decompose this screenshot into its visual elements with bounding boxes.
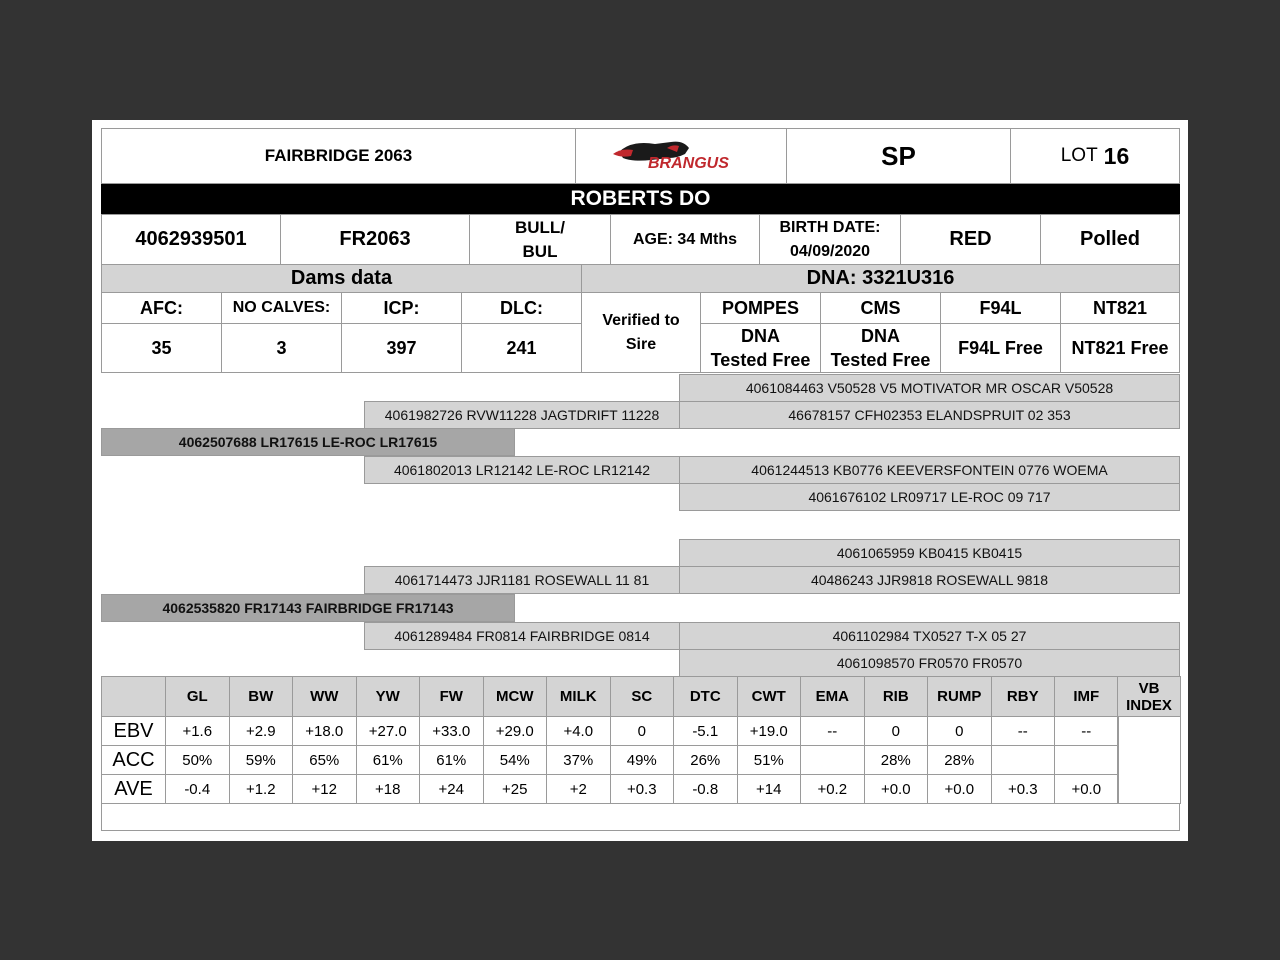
trait-header-rump: RUMP — [927, 676, 992, 717]
brangus-logo — [575, 128, 787, 184]
verified-box — [581, 292, 701, 373]
trait-value-acc-imf — [1054, 745, 1119, 775]
pedigree-sire-dam-dam: 4061676102 LR09717 LE-ROC 09 717 — [679, 483, 1180, 511]
f94l-result: F94L Free — [940, 323, 1061, 373]
trait-value-ave-fw: +24 — [419, 774, 484, 804]
dlc-label: DLC: — [461, 292, 582, 324]
trait-row-label-ebv: EBV — [101, 716, 166, 746]
trait-value-ebv-sc: 0 — [610, 716, 675, 746]
horn-status: Polled — [1040, 214, 1180, 265]
cms-result — [820, 323, 941, 373]
pedigree-sire-sire: 4061982726 RVW11228 JAGTDRIFT 11228 — [364, 401, 680, 429]
trait-header-yw: YW — [356, 676, 421, 717]
trait-value-acc-cwt: 51% — [737, 745, 802, 775]
birth-date: 04/09/2020 — [789, 242, 871, 260]
pedigree-dam-sire-sire: 4061065959 KB0415 KB0415 — [679, 539, 1180, 567]
trait-value-ave-yw: +18 — [356, 774, 421, 804]
lot-label: LOT — [1060, 145, 1098, 166]
trait-value-ebv-imf: -- — [1054, 716, 1119, 746]
pedigree-dam: 4062535820 FR17143 FAIRBRIDGE FR17143 — [101, 594, 515, 622]
trait-value-ave-milk: +2 — [546, 774, 611, 804]
trait-value-acc-dtc: 26% — [673, 745, 738, 775]
cms-label: CMS — [820, 292, 941, 324]
verified-line2: Sire — [625, 335, 657, 353]
trait-value-acc-rby — [991, 745, 1056, 775]
sp-label: SP — [786, 128, 1011, 184]
vb-index-header — [1117, 676, 1181, 717]
pedigree-sire-sire-dam: 46678157 CFH02353 ELANDSPRUIT 02 353 — [679, 401, 1180, 429]
breeder-name: ROBERTS DO — [101, 184, 1180, 214]
pompes-result — [700, 323, 821, 373]
pedigree-sire: 4062507688 LR17615 LE-ROC LR17615 — [101, 428, 515, 456]
cms-l2: Tested Free — [830, 350, 931, 370]
trait-header-gl: GL — [165, 676, 230, 717]
trait-value-ebv-yw: +27.0 — [356, 716, 421, 746]
sex-box — [469, 214, 611, 265]
reg-number: 4062939501 — [101, 214, 281, 265]
trait-header-imf: IMF — [1054, 676, 1119, 717]
trait-value-ave-ema: +0.2 — [800, 774, 865, 804]
trait-value-ebv-mcw: +29.0 — [483, 716, 548, 746]
trait-value-ave-rby: +0.3 — [991, 774, 1056, 804]
pedigree-dam-dam: 4061289484 FR0814 FAIRBRIDGE 0814 — [364, 622, 680, 650]
trait-value-ave-mcw: +25 — [483, 774, 548, 804]
trait-value-ave-bw: +1.2 — [229, 774, 294, 804]
lot-box — [1010, 128, 1180, 184]
trait-value-acc-ww: 65% — [292, 745, 357, 775]
pedigree-dam-dam-dam: 4061098570 FR0570 FR0570 — [679, 649, 1180, 677]
f94l-label: F94L — [940, 292, 1061, 324]
trait-value-ebv-rib: 0 — [864, 716, 929, 746]
dna-title: DNA: 3321U316 — [581, 264, 1180, 293]
traits-table — [101, 676, 1180, 831]
pedigree-sire-dam: 4061802013 LR12142 LE-ROC LR12142 — [364, 456, 680, 484]
trait-header-cwt: CWT — [737, 676, 802, 717]
trait-value-acc-rib: 28% — [864, 745, 929, 775]
icp-value: 397 — [341, 323, 462, 373]
trait-value-ebv-cwt: +19.0 — [737, 716, 802, 746]
birth-label: BIRTH DATE: — [779, 218, 881, 236]
birth-box — [759, 214, 901, 265]
trait-value-acc-yw: 61% — [356, 745, 421, 775]
trait-header-mcw: MCW — [483, 676, 548, 717]
lot-number: 16 — [1103, 142, 1130, 169]
dams-title: Dams data — [101, 264, 582, 293]
trait-value-ave-gl: -0.4 — [165, 774, 230, 804]
card-inner — [101, 128, 1180, 831]
afc-value: 35 — [101, 323, 222, 373]
vb-index-line1: VB — [1138, 679, 1160, 697]
traits-corner — [101, 676, 166, 717]
dlc-value: 241 — [461, 323, 582, 373]
vb-index-value — [1117, 716, 1181, 804]
trait-value-ave-ww: +12 — [292, 774, 357, 804]
trait-value-acc-ema — [800, 745, 865, 775]
trait-value-acc-fw: 61% — [419, 745, 484, 775]
trait-value-acc-milk: 37% — [546, 745, 611, 775]
trait-value-acc-sc: 49% — [610, 745, 675, 775]
trait-header-ema: EMA — [800, 676, 865, 717]
trait-header-rib: RIB — [864, 676, 929, 717]
trait-header-ww: WW — [292, 676, 357, 717]
animal-name: FAIRBRIDGE 2063 — [101, 128, 576, 184]
trait-value-ave-rib: +0.0 — [864, 774, 929, 804]
pedigree-dam-sire-dam: 40486243 JJR9818 ROSEWALL 9818 — [679, 566, 1180, 594]
vb-index-line2: INDEX — [1126, 696, 1172, 714]
trait-header-sc: SC — [610, 676, 675, 717]
nt821-label: NT821 — [1060, 292, 1180, 324]
sex-line2: BUL — [522, 241, 558, 261]
pompes-label: POMPES — [700, 292, 821, 324]
traits-footer-row — [101, 803, 1180, 831]
trait-value-ebv-rump: 0 — [927, 716, 992, 746]
afc-label: AFC: — [101, 292, 222, 324]
trait-header-fw: FW — [419, 676, 484, 717]
trait-row-label-ave: AVE — [101, 774, 166, 804]
logo-text: BRANGUS — [648, 155, 729, 172]
trait-value-ave-cwt: +14 — [737, 774, 802, 804]
verified-line1: Verified to — [602, 311, 680, 329]
calves-value: 3 — [221, 323, 342, 373]
cms-l1: DNA — [861, 326, 900, 346]
icp-label: ICP: — [341, 292, 462, 324]
trait-header-milk: MILK — [546, 676, 611, 717]
trait-value-ebv-ema: -- — [800, 716, 865, 746]
age: AGE: 34 Mths — [610, 214, 760, 265]
trait-value-ave-dtc: -0.8 — [673, 774, 738, 804]
trait-header-rby: RBY — [991, 676, 1056, 717]
trait-value-acc-gl: 50% — [165, 745, 230, 775]
trait-value-ebv-gl: +1.6 — [165, 716, 230, 746]
trait-value-acc-mcw: 54% — [483, 745, 548, 775]
sex-line1: BULL/ — [514, 217, 566, 237]
trait-row-label-acc: ACC — [101, 745, 166, 775]
trait-value-ebv-rby: -- — [991, 716, 1056, 746]
trait-value-acc-rump: 28% — [927, 745, 992, 775]
pedigree-dam-dam-sire: 4061102984 TX0527 T-X 05 27 — [679, 622, 1180, 650]
tag-number: FR2063 — [280, 214, 470, 265]
trait-value-ebv-ww: +18.0 — [292, 716, 357, 746]
pompes-l1: DNA — [741, 326, 780, 346]
nt821-result: NT821 Free — [1060, 323, 1180, 373]
trait-value-ave-rump: +0.0 — [927, 774, 992, 804]
trait-value-ebv-dtc: -5.1 — [673, 716, 738, 746]
calves-label: NO CALVES: — [221, 292, 342, 324]
pompes-l2: Tested Free — [710, 350, 811, 370]
pedigree-sire-dam-sire: 4061244513 KB0776 KEEVERSFONTEIN 0776 WOEMA — [679, 456, 1180, 484]
sale-card — [92, 120, 1188, 841]
trait-value-ebv-bw: +2.9 — [229, 716, 294, 746]
trait-value-ebv-fw: +33.0 — [419, 716, 484, 746]
trait-header-bw: BW — [229, 676, 294, 717]
colour: RED — [900, 214, 1041, 265]
trait-value-ebv-milk: +4.0 — [546, 716, 611, 746]
trait-value-acc-bw: 59% — [229, 745, 294, 775]
trait-value-ave-imf: +0.0 — [1054, 774, 1119, 804]
pedigree-sire-sire-sire: 4061084463 V50528 V5 MOTIVATOR MR OSCAR V50528 — [679, 374, 1180, 402]
trait-header-dtc: DTC — [673, 676, 738, 717]
pedigree-dam-sire: 4061714473 JJR1181 ROSEWALL 11 81 — [364, 566, 680, 594]
trait-value-ave-sc: +0.3 — [610, 774, 675, 804]
